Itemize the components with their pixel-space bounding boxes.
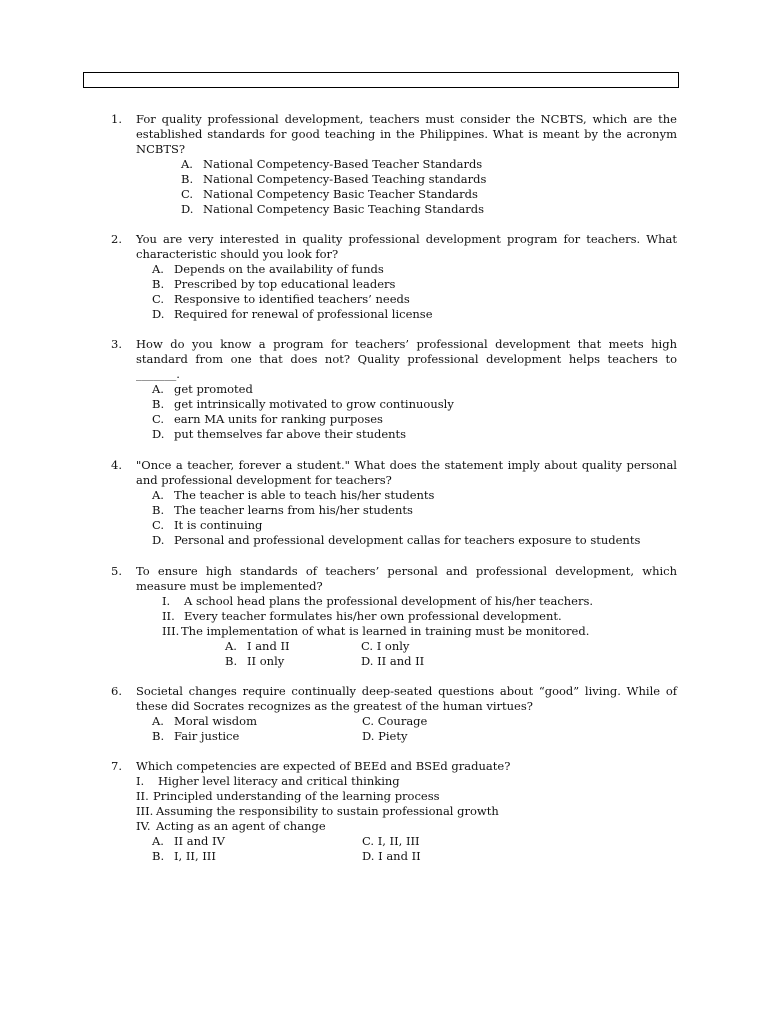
option-row: B. II only D. II and II [225, 654, 425, 668]
choice-c: C. It is continuing [152, 518, 263, 532]
question-6 [111, 684, 677, 744]
choice-d: D. Required for renewal of professional license [152, 307, 433, 321]
choice-a: A. The teacher is able to teach his/her students [152, 488, 435, 502]
choice-d: D. National Competency Basic Teaching Standards [181, 202, 485, 216]
question-text: For quality professional development, teachers must consider the NCBTS, which are the established standards for good teaching in the Philippines. What is meant by the acronym NCBTS? [136, 112, 677, 156]
statement-ii: II. Principled understanding of the learning process [136, 789, 440, 803]
question-3 [111, 337, 677, 442]
choice-b: B. get intrinsically motivated to grow continuously [152, 397, 454, 411]
question-4 [111, 458, 677, 548]
choice-d: D. put themselves far above their students [152, 427, 407, 441]
choice-b: B. National Competency-Based Teaching standards [181, 172, 487, 186]
option-row: A. Moral wisdom C. Courage [152, 714, 428, 728]
question-number: 3. [111, 337, 122, 351]
option-row: B. I, II, III D. I and II [152, 849, 421, 863]
choice-c: C. earn MA units for ranking purposes [152, 412, 383, 426]
option-row: B. Fair justice D. Piety [152, 729, 408, 743]
question-number: 1. [111, 112, 122, 126]
question-2 [111, 232, 677, 322]
statement-i: I. Higher level literacy and critical thinking [136, 774, 400, 788]
question-number: 2. [111, 232, 122, 246]
choice-c: C. Responsive to identified teachers’ needs [152, 292, 410, 306]
question-text: How do you know a program for teachers’ professional development that meets high standard from one that does not? Quality professional development helps teachers to _______. [136, 337, 677, 381]
statement-iii: III. Assuming the responsibility to sustain professional growth [136, 804, 499, 818]
question-5 [111, 564, 677, 669]
question-text: To ensure high standards of teachers’ personal and professional development, which measure must be implemented? [136, 564, 677, 593]
choice-b: B. The teacher learns from his/her students [152, 503, 413, 517]
statement-ii: II. Every teacher formulates his/her own professional development. [162, 609, 562, 623]
statement-iii: III. The implementation of what is learned in training must be monitored. [162, 624, 590, 638]
question-1 [111, 112, 677, 217]
header-box [83, 72, 679, 88]
option-row: A. I and II C. I only [225, 639, 410, 653]
choice-a: A. get promoted [152, 382, 253, 396]
choice-b: B. Prescribed by top educational leaders [152, 277, 396, 291]
question-text: Which competencies are expected of BEEd and BSEd graduate? [136, 759, 511, 773]
option-row: A. II and IV C. I, II, III [152, 834, 420, 848]
question-text: Societal changes require continually deep-seated questions about “good” living. While of these did Socrates recognizes as the greatest of the human virtues? [136, 684, 677, 713]
choice-a: A. Depends on the availability of funds [152, 262, 384, 276]
question-number: 5. [111, 564, 122, 578]
question-number: 6. [111, 684, 122, 698]
statement-iv: IV. Acting as an agent of change [136, 819, 326, 833]
statement-i: I. A school head plans the professional development of his/her teachers. [162, 594, 594, 608]
choice-a: A. National Competency-Based Teacher Standards [181, 157, 483, 171]
question-text: You are very interested in quality professional development program for teachers. What characteristic should you look for? [136, 232, 677, 261]
question-7 [111, 759, 677, 864]
question-number: 4. [111, 458, 122, 472]
choice-d: D. Personal and professional development callas for teachers exposure to students [152, 533, 641, 547]
choice-c: C. National Competency Basic Teacher Standards [181, 187, 478, 201]
question-text: "Once a teacher, forever a student." What does the statement imply about quality personal and professional development for teachers? [136, 458, 677, 487]
question-number: 7. [111, 759, 122, 773]
